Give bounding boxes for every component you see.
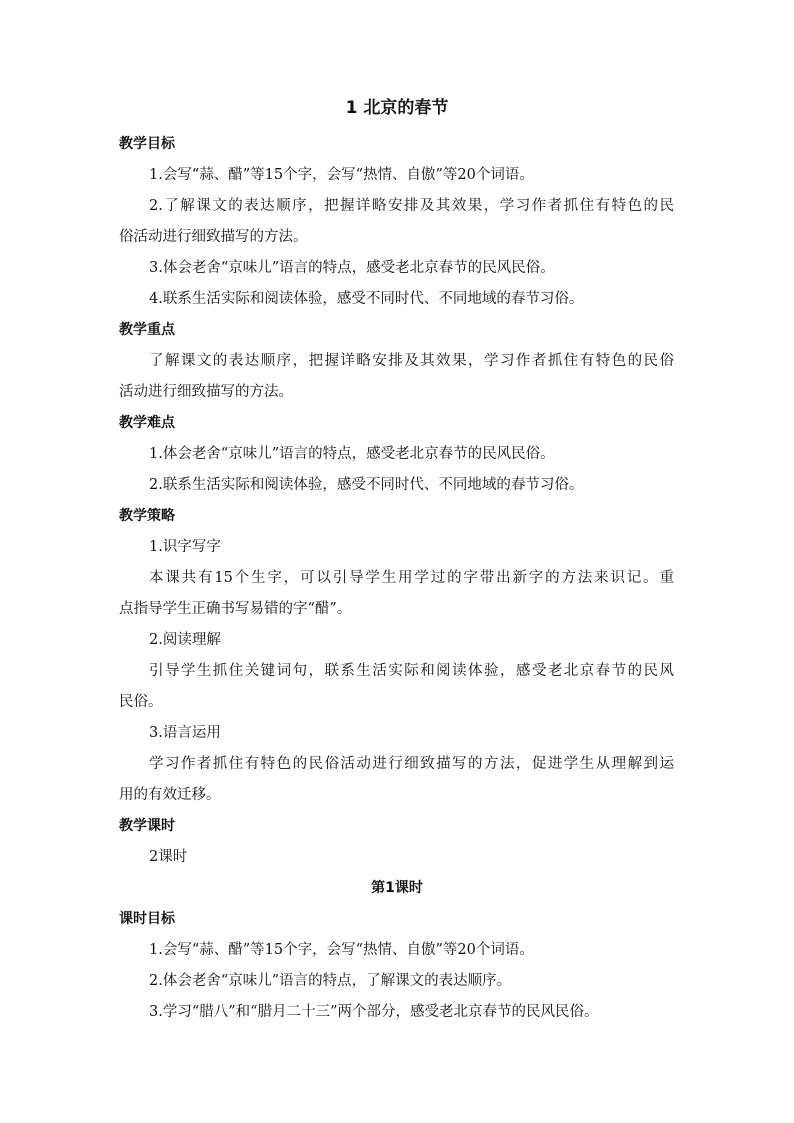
strategy-text-1: 本课共有15个生字，可以引导学生用学过的字带出新字的方法来识记。重: [149, 570, 674, 586]
strategy-text-2: 引导学生抓住关键词句，联系生活实际和阅读体验，感受老北京春节的民风: [149, 663, 674, 679]
strategy-text-1-cont: 点指导学生正确书写易错的字“醋”。: [119, 601, 352, 617]
strategy-text-3-cont: 用的有效迁移。: [119, 787, 221, 803]
goals-heading: 教学目标: [119, 136, 175, 152]
lesson-goal-3: 3.学习“腊八”和“腊月二十三”两个部分，感受老北京春节的民风民俗。: [149, 1004, 599, 1020]
lesson-title: 第1课时: [371, 880, 423, 896]
goal-item-1: 1.会写“蒜、醋”等15个字，会写“热情、自傲”等20个词语。: [149, 167, 534, 183]
key-line-2: 活动进行细致描写的方法。: [119, 384, 293, 400]
goal-item-4: 4.联系生活实际和阅读体验，感受不同时代、不同地域的春节习俗。: [149, 291, 584, 307]
lesson-goals-heading: 课时目标: [119, 911, 175, 927]
strategy-subhead-3: 3.语言运用: [149, 725, 221, 741]
strategy-text-3: 学习作者抓住有特色的民俗活动进行细致描写的方法，促进学生从理解到运: [149, 756, 674, 772]
lesson-goal-2: 2.体会老舍“京味儿”语言的特点，了解课文的表达顺序。: [149, 973, 512, 989]
key-heading: 教学重点: [119, 322, 175, 338]
goal-item-2: 2.了解课文的表达顺序，把握详略安排及其效果，学习作者抓住有特色的民: [149, 198, 674, 214]
strategy-heading: 教学策略: [119, 508, 175, 524]
hours-heading: 教学课时: [119, 818, 175, 834]
lesson-goal-1: 1.会写“蒜、醋”等15个字，会写“热情、自傲”等20个词语。: [149, 942, 534, 958]
key-line-1: 了解课文的表达顺序，把握详略安排及其效果，学习作者抓住有特色的民俗: [149, 353, 674, 369]
difficult-heading: 教学难点: [119, 415, 175, 431]
strategy-subhead-1: 1.识字写字: [149, 539, 221, 555]
goal-item-2-cont: 俗活动进行细致描写的方法。: [119, 229, 308, 245]
goal-item-3: 3.体会老舍“京味儿”语言的特点，感受老北京春节的民风民俗。: [149, 260, 555, 276]
strategy-text-2-cont: 民俗。: [119, 694, 163, 710]
page-title: 1 北京的春节: [345, 98, 449, 118]
hours-value: 2课时: [149, 849, 188, 865]
difficult-item-1: 1.体会老舍“京味儿”语言的特点，感受老北京春节的民风民俗。: [149, 446, 555, 462]
difficult-item-2: 2.联系生活实际和阅读体验，感受不同时代、不同地域的春节习俗。: [149, 477, 584, 493]
strategy-subhead-2: 2.阅读理解: [149, 632, 221, 648]
